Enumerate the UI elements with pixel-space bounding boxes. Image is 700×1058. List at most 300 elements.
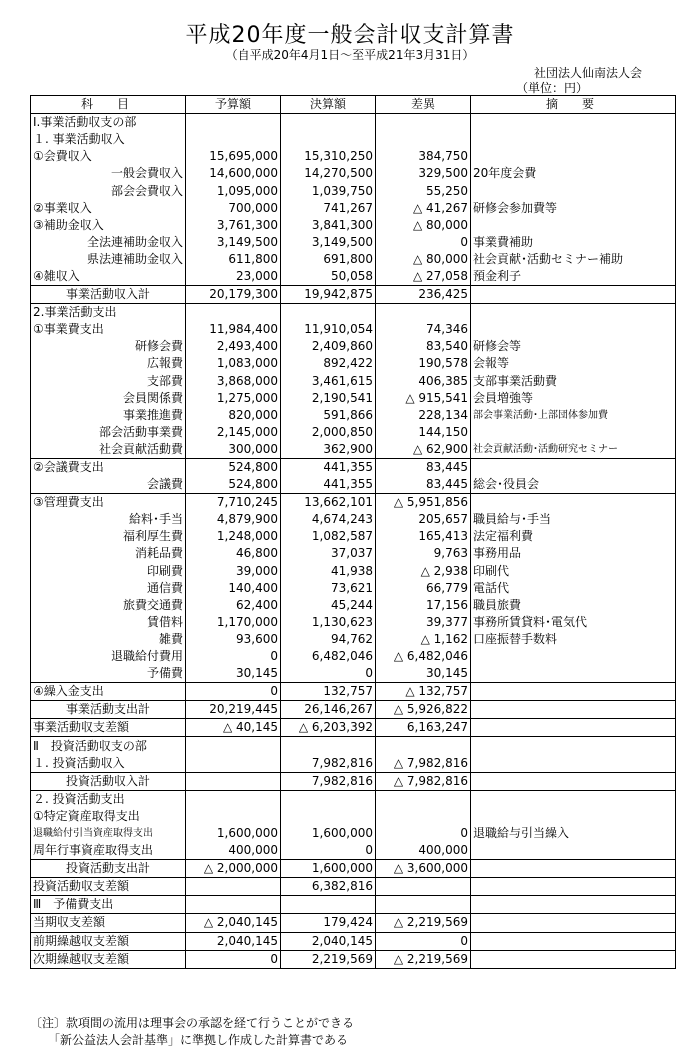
- row-note: 部会事業活動･上部団体参加費: [471, 407, 676, 424]
- row-note: [471, 424, 676, 441]
- row-note: [471, 131, 676, 148]
- row-budget: 20,179,300: [186, 286, 281, 304]
- row-actual: [281, 790, 376, 808]
- row-actual: 13,662,101: [281, 494, 376, 512]
- row-budget: 0: [186, 950, 281, 968]
- row-note: 総会･役員会: [471, 476, 676, 494]
- row-budget: 3,868,000: [186, 373, 281, 390]
- row-budget: 1,083,000: [186, 355, 281, 372]
- row-note: 電話代: [471, 580, 676, 597]
- row-item-name: ②事業収入: [31, 200, 186, 217]
- row-diff: 400,000: [376, 842, 471, 860]
- row-item-name: 周年行事資産取得支出: [31, 842, 186, 860]
- row-actual: [281, 114, 376, 132]
- row-budget: [186, 878, 281, 896]
- row-budget: 1,600,000: [186, 825, 281, 842]
- table-row: [31, 165, 676, 182]
- table-row: [31, 373, 676, 390]
- notes: [30, 1015, 354, 1049]
- table-row: [31, 808, 676, 825]
- row-diff: △ 80,000: [376, 217, 471, 234]
- row-budget: 4,879,900: [186, 511, 281, 528]
- row-actual: 45,244: [281, 597, 376, 614]
- table-row: [31, 390, 676, 407]
- row-diff: △ 7,982,816: [376, 772, 471, 790]
- row-diff: △ 132,757: [376, 683, 471, 701]
- row-note: [471, 217, 676, 234]
- table-row: [31, 424, 676, 441]
- row-actual: 3,149,500: [281, 234, 376, 251]
- row-diff: [376, 896, 471, 914]
- row-budget: 11,984,400: [186, 321, 281, 338]
- row-item-name: ①事業費支出: [31, 321, 186, 338]
- row-actual: 11,910,054: [281, 321, 376, 338]
- row-diff: 74,346: [376, 321, 471, 338]
- row-actual: 1,130,623: [281, 614, 376, 631]
- table-row: [31, 114, 676, 132]
- row-actual: [281, 896, 376, 914]
- row-budget: 23,000: [186, 268, 281, 286]
- row-actual: 2,190,541: [281, 390, 376, 407]
- row-actual: 892,422: [281, 355, 376, 372]
- row-note: 会報等: [471, 355, 676, 372]
- row-actual: 6,482,046: [281, 648, 376, 665]
- row-diff: △ 80,000: [376, 251, 471, 268]
- row-budget: 14,600,000: [186, 165, 281, 182]
- row-item-name: １. 事業活動収入: [31, 131, 186, 148]
- row-item-name: 部会会費収入: [31, 182, 186, 199]
- row-diff: 205,657: [376, 511, 471, 528]
- table-row: [31, 545, 676, 562]
- row-note: 社会貢献･活動セミナー補助: [471, 251, 676, 268]
- row-budget: 1,248,000: [186, 528, 281, 545]
- row-budget: 62,400: [186, 597, 281, 614]
- row-item-name: 一般会費収入: [31, 165, 186, 182]
- row-budget: 1,095,000: [186, 182, 281, 199]
- row-actual: 6,382,816: [281, 878, 376, 896]
- table-row: [31, 932, 676, 950]
- row-actual: 37,037: [281, 545, 376, 562]
- row-budget: 700,000: [186, 200, 281, 217]
- row-actual: 2,040,145: [281, 932, 376, 950]
- table-row: [31, 614, 676, 631]
- row-actual: [281, 737, 376, 755]
- row-actual: 362,900: [281, 441, 376, 459]
- row-note: 職員給与･手当: [471, 511, 676, 528]
- col-header-budget: 予算額: [186, 96, 281, 114]
- row-item-name: 予備費: [31, 665, 186, 683]
- row-diff: △ 2,219,569: [376, 950, 471, 968]
- row-note: [471, 665, 676, 683]
- row-item-name: 県法連補助金収入: [31, 251, 186, 268]
- row-budget: △ 2,000,000: [186, 860, 281, 878]
- row-note: [471, 842, 676, 860]
- table-row: [31, 182, 676, 199]
- row-diff: △ 1,162: [376, 631, 471, 648]
- row-item-name: 給料･手当: [31, 511, 186, 528]
- row-budget: 524,800: [186, 458, 281, 476]
- row-diff: △ 2,938: [376, 563, 471, 580]
- row-diff: 17,156: [376, 597, 471, 614]
- row-item-name: 消耗品費: [31, 545, 186, 562]
- row-note: 事務所賃貸料･電気代: [471, 614, 676, 631]
- row-budget: 0: [186, 683, 281, 701]
- row-item-name: ③補助金収入: [31, 217, 186, 234]
- row-actual: 7,982,816: [281, 772, 376, 790]
- table-row: [31, 234, 676, 251]
- row-diff: [376, 790, 471, 808]
- row-note: 研修会参加費等: [471, 200, 676, 217]
- row-item-name: 支部費: [31, 373, 186, 390]
- col-header-actual: 決算額: [281, 96, 376, 114]
- table-row: [31, 825, 676, 842]
- table-row: [31, 338, 676, 355]
- row-item-name: Ⅲ 予備費支出: [31, 896, 186, 914]
- row-diff: 0: [376, 932, 471, 950]
- table-row: [31, 896, 676, 914]
- row-diff: [376, 878, 471, 896]
- row-diff: 0: [376, 825, 471, 842]
- row-budget: [186, 737, 281, 755]
- row-budget: 140,400: [186, 580, 281, 597]
- row-budget: 611,800: [186, 251, 281, 268]
- row-item-name: 会員関係費: [31, 390, 186, 407]
- table-row: [31, 458, 676, 476]
- row-actual: 741,267: [281, 200, 376, 217]
- row-diff: △ 5,926,822: [376, 701, 471, 719]
- row-diff: 6,163,247: [376, 719, 471, 737]
- table-row: [31, 304, 676, 322]
- row-note: 研修会等: [471, 338, 676, 355]
- row-actual: 691,800: [281, 251, 376, 268]
- table-row: [31, 648, 676, 665]
- row-diff: △ 6,482,046: [376, 648, 471, 665]
- row-diff: 83,540: [376, 338, 471, 355]
- row-note: 預金利子: [471, 268, 676, 286]
- row-diff: △ 2,219,569: [376, 914, 471, 932]
- row-diff: 236,425: [376, 286, 471, 304]
- row-item-name: 投資活動収入計: [31, 772, 186, 790]
- row-note: [471, 648, 676, 665]
- row-item-name: Ⅰ.事業活動収支の部: [31, 114, 186, 132]
- table-row: [31, 528, 676, 545]
- row-budget: 93,600: [186, 631, 281, 648]
- table-row: [31, 355, 676, 372]
- row-note: [471, 494, 676, 512]
- row-note: 印刷代: [471, 563, 676, 580]
- row-note: [471, 950, 676, 968]
- row-budget: 1,275,000: [186, 390, 281, 407]
- col-header-item: 科 目: [31, 96, 186, 114]
- row-actual: 0: [281, 665, 376, 683]
- row-item-name: ②会議費支出: [31, 458, 186, 476]
- row-diff: 55,250: [376, 182, 471, 199]
- row-note: 退職給与引当繰入: [471, 825, 676, 842]
- row-item-name: ２. 投資活動支出: [31, 790, 186, 808]
- unit-label: （単位：円）: [515, 81, 588, 95]
- table-row: [31, 407, 676, 424]
- row-budget: 300,000: [186, 441, 281, 459]
- row-item-name: 通信費: [31, 580, 186, 597]
- row-budget: 15,695,000: [186, 148, 281, 165]
- table-row: [31, 665, 676, 683]
- col-header-note: 摘 要: [471, 96, 676, 114]
- row-budget: 0: [186, 648, 281, 665]
- row-item-name: 事業活動収入計: [31, 286, 186, 304]
- row-actual: 1,600,000: [281, 825, 376, 842]
- table-row: [31, 842, 676, 860]
- row-diff: △ 62,900: [376, 441, 471, 459]
- row-diff: △ 41,267: [376, 200, 471, 217]
- row-note: [471, 683, 676, 701]
- row-budget: [186, 808, 281, 825]
- table-row: [31, 580, 676, 597]
- row-actual: 132,757: [281, 683, 376, 701]
- row-note: [471, 719, 676, 737]
- row-actual: 50,058: [281, 268, 376, 286]
- table-row: [31, 217, 676, 234]
- row-item-name: 部会活動事業費: [31, 424, 186, 441]
- row-diff: [376, 808, 471, 825]
- row-actual: 94,762: [281, 631, 376, 648]
- row-budget: 39,000: [186, 563, 281, 580]
- row-budget: [186, 755, 281, 773]
- row-budget: [186, 896, 281, 914]
- row-note: [471, 286, 676, 304]
- row-item-name: 印刷費: [31, 563, 186, 580]
- table-row: [31, 950, 676, 968]
- row-item-name: 賃借料: [31, 614, 186, 631]
- row-actual: 2,000,850: [281, 424, 376, 441]
- row-note: [471, 914, 676, 932]
- row-budget: [186, 131, 281, 148]
- page-title: 平成20年度一般会計収支計算書: [185, 23, 515, 48]
- row-item-name: 旅費交通費: [31, 597, 186, 614]
- table-row: [31, 878, 676, 896]
- row-budget: 2,493,400: [186, 338, 281, 355]
- row-diff: [376, 114, 471, 132]
- table-row: [31, 148, 676, 165]
- row-item-name: ①会費収入: [31, 148, 186, 165]
- table-row: [31, 494, 676, 512]
- row-item-name: 退職給付引当資産取得支出: [31, 825, 186, 842]
- row-actual: 41,938: [281, 563, 376, 580]
- row-note: 職員旅費: [471, 597, 676, 614]
- row-diff: 144,150: [376, 424, 471, 441]
- row-note: [471, 755, 676, 773]
- row-actual: 2,219,569: [281, 950, 376, 968]
- row-diff: 30,145: [376, 665, 471, 683]
- row-budget: [186, 790, 281, 808]
- table-row: [31, 251, 676, 268]
- row-actual: 591,866: [281, 407, 376, 424]
- row-actual: [281, 131, 376, 148]
- table-row: [31, 597, 676, 614]
- row-diff: [376, 131, 471, 148]
- note-line: 「新公益法人会計基準」に準拠し作成した計算書である: [30, 1033, 349, 1047]
- table-row: [31, 772, 676, 790]
- row-note: [471, 701, 676, 719]
- table-row: [31, 268, 676, 286]
- row-note: 法定福利費: [471, 528, 676, 545]
- row-item-name: 全法連補助金収入: [31, 234, 186, 251]
- table-row: [31, 511, 676, 528]
- row-item-name: 福利厚生費: [31, 528, 186, 545]
- col-header-diff: 差異: [376, 96, 471, 114]
- row-diff: 9,763: [376, 545, 471, 562]
- table-row: [31, 683, 676, 701]
- row-item-name: Ⅱ 投資活動収支の部: [31, 737, 186, 755]
- row-budget: 46,800: [186, 545, 281, 562]
- row-note: 社会貢献活動･活動研究セミナー: [471, 441, 676, 459]
- row-note: [471, 737, 676, 755]
- row-note: [471, 321, 676, 338]
- row-diff: [376, 304, 471, 322]
- table-row: [31, 719, 676, 737]
- row-item-name: ③管理費支出: [31, 494, 186, 512]
- row-item-name: 当期収支差額: [31, 914, 186, 932]
- row-diff: △ 27,058: [376, 268, 471, 286]
- row-budget: 2,145,000: [186, 424, 281, 441]
- table-row: [31, 701, 676, 719]
- row-budget: 524,800: [186, 476, 281, 494]
- table-row: [31, 631, 676, 648]
- row-budget: 3,761,300: [186, 217, 281, 234]
- row-item-name: 社会貢献活動費: [31, 441, 186, 459]
- statement-table: [30, 95, 676, 969]
- row-actual: 3,841,300: [281, 217, 376, 234]
- table-body: [31, 114, 676, 969]
- row-budget: 30,145: [186, 665, 281, 683]
- row-item-name: 研修会費: [31, 338, 186, 355]
- row-item-name: ④雑収入: [31, 268, 186, 286]
- row-budget: 400,000: [186, 842, 281, 860]
- period-text: （自平成20年4月1日～至平成21年3月31日）: [225, 48, 475, 62]
- table-row: [31, 755, 676, 773]
- row-diff: 384,750: [376, 148, 471, 165]
- table-header-row: [31, 96, 676, 114]
- row-item-name: 事業推進費: [31, 407, 186, 424]
- row-actual: 19,942,875: [281, 286, 376, 304]
- row-note: [471, 304, 676, 322]
- row-item-name: 次期繰越収支差額: [31, 950, 186, 968]
- table-row: [31, 914, 676, 932]
- row-item-name: 雑費: [31, 631, 186, 648]
- table-row: [31, 286, 676, 304]
- row-note: [471, 772, 676, 790]
- table-row: [31, 563, 676, 580]
- row-note: [471, 808, 676, 825]
- note-line: 〔注〕款項間の流用は理事会の承認を経て行うことができる: [30, 1016, 355, 1030]
- row-note: [471, 878, 676, 896]
- row-budget: [186, 114, 281, 132]
- row-actual: 73,621: [281, 580, 376, 597]
- row-budget: 3,149,500: [186, 234, 281, 251]
- row-item-name: 投資活動支出計: [31, 860, 186, 878]
- row-diff: 66,779: [376, 580, 471, 597]
- table-row: [31, 200, 676, 217]
- row-budget: 20,219,445: [186, 701, 281, 719]
- row-budget: [186, 304, 281, 322]
- table-row: [31, 131, 676, 148]
- row-note: 事業費補助: [471, 234, 676, 251]
- row-diff: △ 915,541: [376, 390, 471, 407]
- row-diff: 39,377: [376, 614, 471, 631]
- row-note: 事務用品: [471, 545, 676, 562]
- row-item-name: 投資活動収支差額: [31, 878, 186, 896]
- row-actual: △ 6,203,392: [281, 719, 376, 737]
- row-actual: 3,461,615: [281, 373, 376, 390]
- row-diff: △ 5,951,856: [376, 494, 471, 512]
- row-actual: 441,355: [281, 458, 376, 476]
- row-budget: 1,170,000: [186, 614, 281, 631]
- row-actual: 15,310,250: [281, 148, 376, 165]
- row-actual: 26,146,267: [281, 701, 376, 719]
- table-row: [31, 790, 676, 808]
- row-note: [471, 896, 676, 914]
- row-note: [471, 932, 676, 950]
- row-item-name: 2.事業活動支出: [31, 304, 186, 322]
- row-item-name: 会議費: [31, 476, 186, 494]
- row-diff: 329,500: [376, 165, 471, 182]
- organization-name: 社団法人仙南法人会: [533, 66, 642, 80]
- row-actual: [281, 808, 376, 825]
- row-item-name: 広報費: [31, 355, 186, 372]
- row-item-name: 事業活動支出計: [31, 701, 186, 719]
- table-row: [31, 476, 676, 494]
- row-budget: [186, 772, 281, 790]
- row-note: [471, 148, 676, 165]
- row-budget: 820,000: [186, 407, 281, 424]
- row-diff: 165,413: [376, 528, 471, 545]
- row-note: [471, 114, 676, 132]
- row-diff: △ 7,982,816: [376, 755, 471, 773]
- row-diff: 190,578: [376, 355, 471, 372]
- row-actual: 441,355: [281, 476, 376, 494]
- row-actual: 179,424: [281, 914, 376, 932]
- table-row: [31, 321, 676, 338]
- row-note: 会員増強等: [471, 390, 676, 407]
- table-row: [31, 860, 676, 878]
- row-diff: △ 3,600,000: [376, 860, 471, 878]
- row-note: 支部事業活動費: [471, 373, 676, 390]
- row-diff: 0: [376, 234, 471, 251]
- row-actual: 14,270,500: [281, 165, 376, 182]
- row-actual: 7,982,816: [281, 755, 376, 773]
- row-note: [471, 860, 676, 878]
- row-actual: 4,674,243: [281, 511, 376, 528]
- row-item-name: 退職給付費用: [31, 648, 186, 665]
- row-diff: 83,445: [376, 476, 471, 494]
- row-diff: 228,134: [376, 407, 471, 424]
- row-budget: △ 2,040,145: [186, 914, 281, 932]
- row-actual: 1,600,000: [281, 860, 376, 878]
- row-item-name: 事業活動収支差額: [31, 719, 186, 737]
- row-note: 20年度会費: [471, 165, 676, 182]
- row-actual: 1,082,587: [281, 528, 376, 545]
- row-note: [471, 458, 676, 476]
- row-note: 口座振替手数料: [471, 631, 676, 648]
- row-diff: [376, 737, 471, 755]
- row-diff: 406,385: [376, 373, 471, 390]
- row-budget: 7,710,245: [186, 494, 281, 512]
- table-row: [31, 441, 676, 459]
- row-actual: 1,039,750: [281, 182, 376, 199]
- row-note: [471, 182, 676, 199]
- row-budget: △ 40,145: [186, 719, 281, 737]
- row-item-name: 前期繰越収支差額: [31, 932, 186, 950]
- row-item-name: ①特定資産取得支出: [31, 808, 186, 825]
